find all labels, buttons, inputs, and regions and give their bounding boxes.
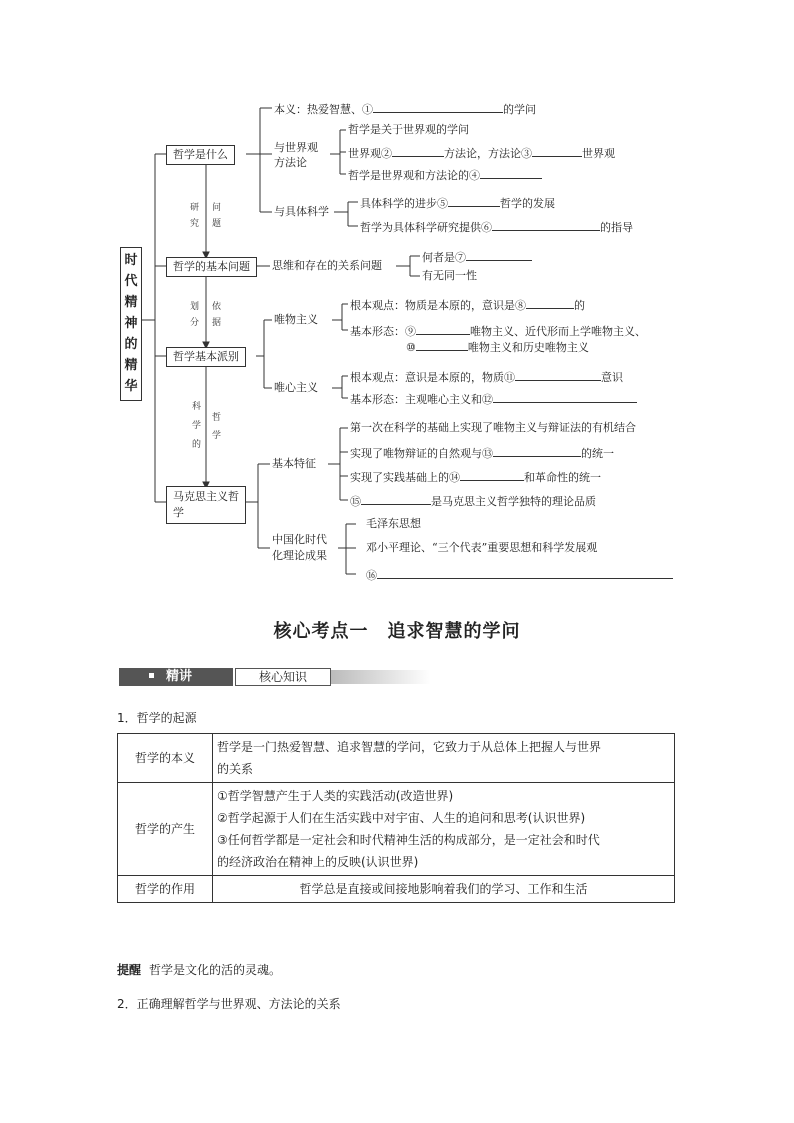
leaf-sjg1: 哲学是关于世界观的学问 xyxy=(348,123,469,136)
mindmap-root: 时代精神的精华 xyxy=(120,247,142,401)
banner-right: 核心知识 xyxy=(235,668,331,686)
label-xue: 学 xyxy=(192,421,202,431)
label-with-worldview: 与世界观 xyxy=(274,141,318,154)
label-with-science: 与具体科学 xyxy=(274,205,329,218)
label-ke: 科 xyxy=(192,402,202,412)
table-body-cell: ①哲学智慧产生于人类的实践活动(改造世界) ②哲学起源于人们在生活实践中对宇宙、人生的追问和思考(认识世界) ③任何哲学都是一定社会和时代精神生活的构成部分，是一定社会和时代 的经济政治在精神上的反映(认识世界) xyxy=(213,783,675,876)
table-body-cell: 哲学总是直接或间接地影响着我们的学习、工作和生活 xyxy=(213,876,675,903)
table-head-cell: 哲学的本义 xyxy=(118,734,213,783)
square-bullet-icon xyxy=(149,673,154,678)
label-ti: 题 xyxy=(212,219,222,229)
section-title: 核心考点一 追求智慧的学问 xyxy=(273,621,521,642)
leaf-jtkx1: 具体科学的进步⑤ 哲学的发展 xyxy=(360,197,555,210)
leaf-tz4: ⑮ 是马克思主义哲学独特的理论品质 xyxy=(350,495,596,508)
table-row xyxy=(118,876,675,903)
leaf-zg1: 毛泽东思想 xyxy=(366,517,421,530)
leaf-jtkx2: 哲学为具体科学研究提供⑥ 的指导 xyxy=(360,221,633,234)
node-basic-question: 哲学的基本问题 xyxy=(166,257,257,277)
table-body-cell: 哲学是一门热爱智慧、追求智慧的学问，它致力于从总体上把握人与世界 的关系 xyxy=(213,734,675,783)
leaf-sjg2: 世界观② 方法论，方法论③ 世界观 xyxy=(348,147,615,160)
tip xyxy=(117,961,281,978)
leaf-zg3: ⑯ xyxy=(366,567,673,583)
banner-gradient xyxy=(331,670,431,684)
node-what-is-philosophy: 哲学是什么 xyxy=(166,145,235,165)
section-banner xyxy=(119,666,431,688)
label-ju: 据 xyxy=(212,318,222,328)
node-basic-schools: 哲学基本派别 xyxy=(166,347,246,367)
label-hua: 划 xyxy=(190,302,200,312)
table-row xyxy=(118,783,675,876)
leaf-tz2: 实现了唯物辩证的自然观与⑬ 的统一 xyxy=(350,447,614,460)
label-thinking-existence: 思维和存在的关系问题 xyxy=(272,259,382,272)
leaf-zg2: 邓小平理论、“三个代表”重要思想和科学发展观 xyxy=(366,541,598,554)
leaf-q1: 何者是⑦ xyxy=(422,249,532,265)
label-basic-features: 基本特征 xyxy=(272,457,316,470)
leaf-wuwu2: 基本形态：⑨ 唯物主义、近代形而上学唯物主义、 xyxy=(350,325,646,338)
tip-label: 提醒 xyxy=(117,963,142,977)
leaf-wuwu1: 根本观点：物质是本原的，意识是⑧ 的 xyxy=(350,299,585,312)
label-china-theory1: 中国化时代 xyxy=(272,533,327,546)
table-row xyxy=(118,734,675,783)
heading-relationship: 2．正确理解哲学与世界观、方法论的关系 xyxy=(117,997,341,1011)
label-idealism: 唯心主义 xyxy=(274,381,318,394)
leaf-tz3: 实现了实践基础上的⑭ 和革命性的统一 xyxy=(350,471,601,484)
banner-left: 精讲 xyxy=(119,668,233,686)
label-xue2: 学 xyxy=(212,431,222,441)
heading-origin: 1．哲学的起源 xyxy=(117,711,197,725)
label-wen: 问 xyxy=(212,203,222,213)
label-fen: 分 xyxy=(190,318,200,328)
table-head-cell: 哲学的作用 xyxy=(118,876,213,903)
label-yi: 依 xyxy=(212,302,222,312)
leaf-benyi: 本义：热爱智慧、① 的学问 xyxy=(274,103,536,116)
label-china-theory2: 化理论成果 xyxy=(272,549,327,562)
tip-text: 哲学是文化的活的灵魂。 xyxy=(149,963,282,977)
table-head-cell: 哲学的产生 xyxy=(118,783,213,876)
leaf-wx1: 根本观点：意识是本原的，物质⑪ 意识 xyxy=(350,371,623,384)
label-de: 的 xyxy=(192,440,202,450)
node-marxist-philosophy: 马克思主义哲学 xyxy=(166,486,246,524)
leaf-q2: 有无同一性 xyxy=(422,269,477,282)
label-zhe: 哲 xyxy=(212,413,222,423)
label-methodology: 方法论 xyxy=(274,156,307,169)
leaf-sjg3: 哲学是世界观和方法论的④ xyxy=(348,167,542,183)
leaf-wx2: 基本形态：主观唯心主义和⑫ xyxy=(350,391,637,407)
leaf-tz1: 第一次在科学的基础上实现了唯物主义与辩证法的有机结合 xyxy=(350,421,636,434)
label-jiu: 究 xyxy=(190,219,200,229)
origin-table xyxy=(117,733,675,903)
label-yan: 研 xyxy=(190,203,200,213)
label-materialism: 唯物主义 xyxy=(274,313,318,326)
leaf-wuwu3: ⑩ 唯物主义和历史唯物主义 xyxy=(406,341,589,354)
